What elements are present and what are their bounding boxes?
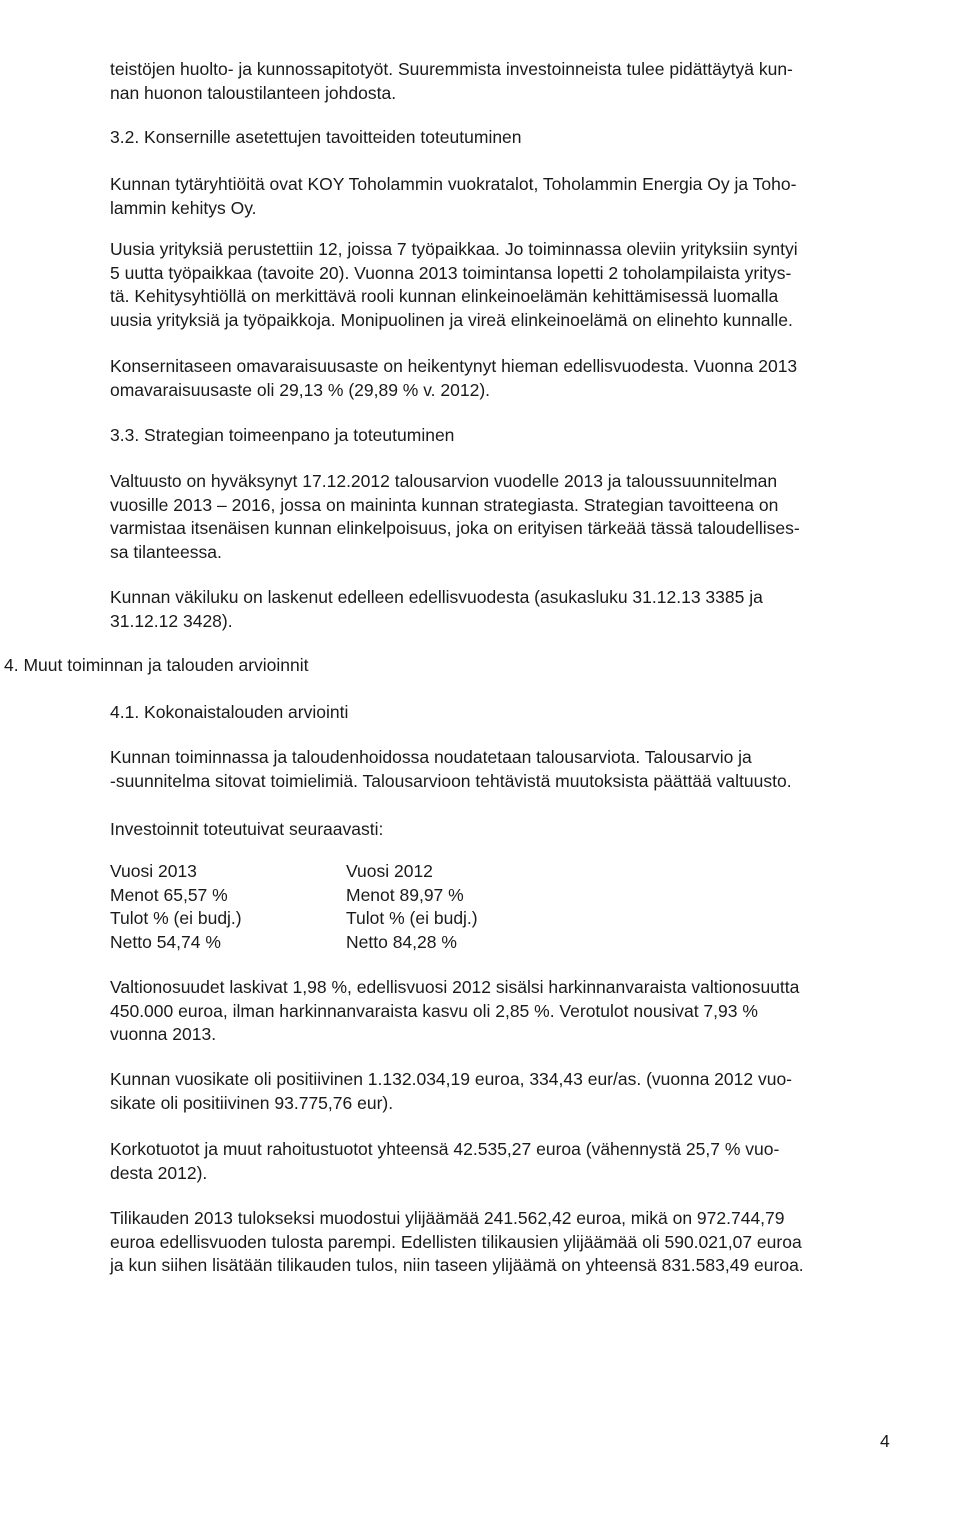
paragraph-solvency (110, 355, 797, 402)
text-line: Konsernitaseen omavaraisuusaste on heikentynyt hieman edellisvuodesta. Vuonna 2013 (110, 356, 798, 376)
paragraph-new-companies (110, 238, 798, 332)
text-line: omavaraisuusaste oli 29,13 % (29,89 % v. 2012). (110, 379, 491, 400)
paragraph-subsidiaries (110, 173, 796, 220)
text-line: Kunnan toiminnassa ja taloudenhoidossa noudatetaan talousarviota. Talousarvio ja (110, 747, 752, 767)
heading-text: 3.2. Konsernille asetettujen tavoitteiden toteutuminen (110, 127, 522, 147)
investments-table (110, 860, 610, 960)
text-line: Investoinnit toteutuivat seuraavasti: (110, 819, 384, 839)
text-line: sikate oli positiivinen 93.775,76 eur). (110, 1092, 394, 1113)
paragraph-interest-income (110, 1138, 779, 1185)
text-line: desta 2012). (110, 1162, 208, 1183)
text-line: 450.000 euroa, ilman harkinnanvaraista kasvu oli 2,85 %. Verotulot nousivat 7,93 % (110, 1000, 758, 1021)
text-line: teistöjen huolto- ja kunnossapitotyöt. Suuremmista investoinneista tulee pidättäytyä kun- (110, 59, 793, 79)
heading-3-2 (110, 126, 522, 150)
text-line: Tilikauden 2013 tulokseksi muodostui ylijäämää 241.562,42 euroa, mikä on 972.744,79 (110, 1208, 785, 1228)
text-line: euroa edellisvuoden tulosta parempi. Edellisten tilikausien ylijäämää oli 590.021,07 euroa (110, 1231, 802, 1252)
text-line: lammin kehitys Oy. (110, 197, 257, 218)
table-cell: Netto 54,74 % (110, 931, 221, 952)
text-line: 31.12.12 3428). (110, 610, 233, 631)
heading-4-1 (110, 701, 348, 725)
paragraph-state-subsidies (110, 976, 799, 1047)
paragraph-annual-margin (110, 1068, 792, 1115)
paragraph-population (110, 586, 763, 633)
text-line: -suunnitelma sitovat toimielimiä. Talousarvioon tehtävistä muutoksista päättää valtuusto. (110, 770, 792, 791)
heading-3-3 (110, 424, 454, 448)
text-line: vuonna 2013. (110, 1024, 217, 1045)
text-line: 5 uutta työpaikkaa (tavoite 20). Vuonna 2013 toimintansa lopetti 2 toholampilaista yritys- (110, 262, 792, 283)
text-line: Valtuusto on hyväksynyt 17.12.2012 talousarvion vuodelle 2013 ja taloussuunnitelman (110, 471, 778, 491)
paragraph-strategy (110, 470, 800, 564)
investments-column-2012 (346, 860, 478, 954)
text-line: ja kun siihen lisätään tilikauden tulos, niin taseen ylijäämä on yhteensä 831.583,49 euroa. (110, 1255, 804, 1276)
table-cell: Tulot % (ei budj.) (346, 908, 478, 929)
text-line: sa tilanteessa. (110, 541, 222, 562)
table-cell: Vuosi 2013 (110, 861, 197, 881)
paragraph-financial-result (110, 1207, 804, 1278)
paragraph-investments-label (110, 818, 383, 842)
page-number: 4 (880, 1431, 890, 1451)
paragraph-budget (110, 746, 792, 793)
heading-4 (4, 654, 309, 678)
text-line: Kunnan väkiluku on laskenut edelleen edellisvuodesta (asukasluku 31.12.13 3385 ja (110, 587, 763, 607)
table-cell: Menot 65,57 % (110, 884, 228, 905)
text-line: vuosille 2013 – 2016, jossa on maininta kunnan strategiasta. Strategian tavoitteena on (110, 494, 779, 515)
heading-text: 4.1. Kokonaistalouden arviointi (110, 702, 349, 722)
text-line: Kunnan tytäryhtiöitä ovat KOY Toholammin vuokratalot, Toholammin Energia Oy ja Toho- (110, 174, 797, 194)
heading-text: 3.3. Strategian toimeenpano ja toteutuminen (110, 425, 455, 445)
table-cell: Menot 89,97 % (346, 884, 464, 905)
table-cell: Vuosi 2012 (346, 861, 433, 881)
text-line: varmistaa itsenäisen kunnan elinkelpoisuus, joka on erityisen tärkeää tässä taloudellises- (110, 518, 800, 539)
heading-text: 4. Muut toiminnan ja talouden arvioinnit (4, 655, 309, 675)
table-cell: Netto 84,28 % (346, 931, 457, 952)
text-line: tä. Kehitysyhtiöllä on merkittävä rooli kunnan elinkeinoelämän kehittämisessä luomalla (110, 286, 779, 307)
text-line: nan huonon taloustilanteen johdosta. (110, 82, 397, 103)
text-line: Korkotuotot ja muut rahoitustuotot yhteensä 42.535,27 euroa (vähennystä 25,7 % vuo- (110, 1139, 780, 1159)
paragraph-investments-intro (110, 58, 793, 105)
investments-column-2013 (110, 860, 242, 954)
text-line: Kunnan vuosikate oli positiivinen 1.132.034,19 euroa, 334,43 eur/as. (vuonna 2012 vuo- (110, 1069, 793, 1089)
text-line: uusia yrityksiä ja työpaikkoja. Monipuolinen ja vireä elinkeinoelämä on elinehto kunnalle. (110, 309, 793, 330)
table-cell: Tulot % (ei budj.) (110, 908, 242, 929)
text-line: Uusia yrityksiä perustettiin 12, joissa 7 työpaikkaa. Jo toiminnassa oleviin yrityksiin syntyi (110, 239, 798, 259)
text-line: Valtionosuudet laskivat 1,98 %, edellisvuosi 2012 sisälsi harkinnanvaraista valtionosuutta (110, 977, 800, 997)
